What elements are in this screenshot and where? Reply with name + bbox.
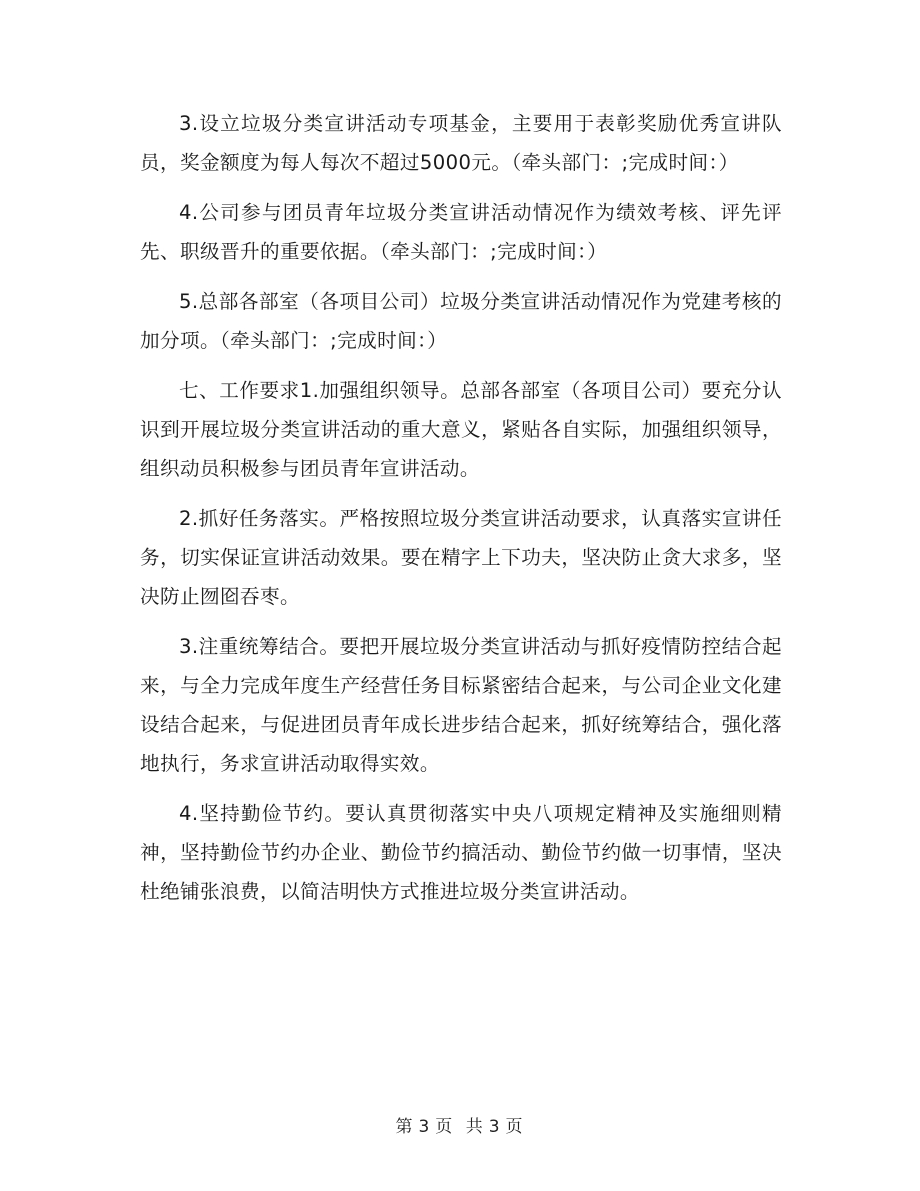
footer-total-pages: 3: [488, 1117, 502, 1137]
footer-page-word: 页: [435, 1117, 455, 1137]
footer-current-page: 3: [418, 1117, 432, 1137]
footer-suffix: 页: [505, 1117, 525, 1137]
page-footer: [0, 1112, 920, 1137]
paragraph-requirements-leadership: 七、工作要求1.加强组织领导。总部各部室（各项目公司）要充分认识到开展垃圾分类宣讲活动的重大意义，紧贴各自实际，加强组织领导，组织动员积极参与团员青年宣讲活动。: [140, 379, 782, 480]
paragraph-party-building: 5.总部各部室（各项目公司）垃圾分类宣讲活动情况作为党建考核的加分项。（牵头部门：;完成时间：）: [140, 290, 782, 352]
paragraph-coordination: 3.注重统筹结合。要把开展垃圾分类宣讲活动与抓好疫情防控结合起来，与全力完成年度生产经营任务目标紧密结合起来，与公司企业文化建设结合起来，与促进团员青年成长进步结合起来，抓好统筹结合，强化落地执行，务求宣讲活动取得实效。: [140, 635, 782, 775]
paragraph-performance: 4.公司参与团员青年垃圾分类宣讲活动情况作为绩效考核、评先评先、职级晋升的重要依据。（牵头部门：;完成时间：）: [140, 201, 782, 263]
paragraph-fund: 3.设立垃圾分类宣讲活动专项基金，主要用于表彰奖励优秀宣讲队员，奖金额度为每人每次不超过5000元。（牵头部门：;完成时间：）: [140, 112, 782, 174]
footer-prefix: 第: [395, 1117, 415, 1137]
paragraph-frugality: 4.坚持勤俭节约。要认真贯彻落实中央八项规定精神及实施细则精神，坚持勤俭节约办企业、勤俭节约搞活动、勤俭节约做一切事情，坚决杜绝铺张浪费，以简洁明快方式推进垃圾分类宣讲活动。: [140, 802, 782, 903]
footer-total-word: 共: [465, 1117, 485, 1137]
paragraph-task-implementation: 2.抓好任务落实。严格按照垃圾分类宣讲活动要求，认真落实宣讲任务，切实保证宣讲活动效果。要在精字上下功夫，坚决防止贪大求多，坚决防止囫囵吞枣。: [140, 507, 782, 608]
document-body: [140, 104, 782, 922]
